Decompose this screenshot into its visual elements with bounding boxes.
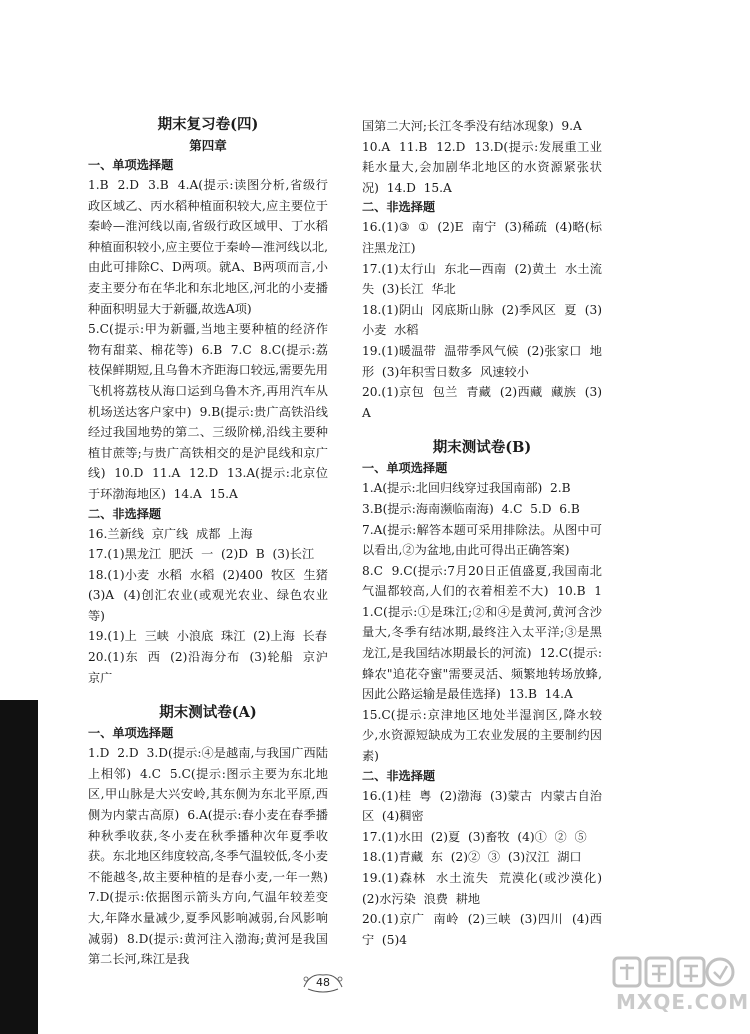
non-choice-answers: 16.兰新线 京广线 成都 上海 17.(1)黑龙江 肥沃 一 (2)D B (3)长江 18.(1)小麦 水稻 水稻 (2)400 牧区 生猪 (3)A (4)创汇农业(或观光农业、绿色农业等) 19.(1)上 三峡 小浪底 珠江 (2)上海 长春 20.(1)东 西 (2)沿海分布 (3)轮船 京沪 京广: [88, 526, 328, 685]
single-choice-heading: 一、单项选择题: [88, 158, 174, 172]
chapter-heading: 第四章: [189, 138, 227, 153]
test-b-non-choice-heading: 二、非选择题: [362, 768, 436, 783]
watermark: [598, 954, 750, 1024]
test-a-answers: 1.D 2.D 3.D(提示:④是越南,与我国广西陆上相邻) 4.C 5.C(提示:图示主要为东北地区,甲山脉是大兴安岭,其东侧为东北平原,西侧为内蒙古高原) 6.A(提示:春小麦在春季播种秋季收获,冬小麦在秋季播种次年夏季收获。东北地区纬度较高,冬季气温较低,冬小麦不能越冬,故主要种植的是春小麦,一年一熟) 7.D(提示:依据图示箭头方向,气温年较差变大,年降水量减少,夏季风影响减弱,台风影响减弱) 8.D(提示:黄河注入渤海;黄河是我国第二长河,珠江是我: [88, 746, 336, 967]
page-edge-shadow: [0, 700, 38, 1034]
watermark-text: MXQE.COM: [616, 990, 750, 1014]
watermark-logo-icon: [612, 954, 736, 990]
test-b-non-choice-answers: 16.(1)桂 粤 (2)渤海 (3)蒙古 内蒙古自治区 (4)稠密 17.(1)水田 (2)夏 (3)畜牧 (4)① ② ⑤ 18.(1)青藏 东 (2)② ③ (3)汉江 湖口 19.(1)森林 水土流失 荒漠化(或沙漠化) (2)水污染 浪费 耕地 20.(1)京广 南岭 (2)三峡 (3)四川 (4)西宁 (5)4: [362, 788, 602, 947]
test-b-title: 期末测试卷(B): [432, 439, 532, 457]
test-b-single-choice-heading: 一、单项选择题: [362, 461, 448, 476]
single-choice-answers: 1.B 2.D 3.B 4.A(提示:读图分析,省级行政区域乙、丙水稻种植面积较大,应主要位于秦岭—淮河线以南,省级行政区域甲、丁水稻种植面积较小,应主要位于秦岭—淮河线以北,由此可排除C、D两项。就A、B两项而言,小麦主要分布在华北和东北地区,河北的小麦播种面积明显大于新疆,故选A项) 5.C(提示:甲为新疆,当地主要种植的经济作物有甜菜、棉花等) 6.B 7.C 8.C(提示:荔枝保鲜期短,且乌鲁木齐距海口较远,需要先用飞机将荔枝从海口运到乌鲁木齐,再用汽车从机场送达客户家中) 9.B(提示:贵广高铁沿线经过我国地势的第二、三级阶梯,沿线主要种植甘蔗等;与贵广高铁相交的是沪昆线和京广线) 10.D 11.A 12.D 13.A(提示:北京位于环渤海地区) 14.A 15.A: [88, 178, 328, 501]
review-title: 期末复习卷(四): [157, 116, 259, 133]
test-a-non-choice-heading: 二、非选择题: [362, 200, 436, 215]
test-a-continuation: 国第二大河;长江冬季没有结冰现象) 9.A 10.A 11.B 12.D 13.D(提示:发展重工业耗水量大,会加剧华北地区的水资源紧张状况) 14.D 15.A: [362, 119, 602, 195]
test-a-non-choice-answers: 16.(1)③ ① (2)E 南宁 (3)稀疏 (4)略(标注黑龙江) 17.(1)太行山 东北—西南 (2)黄土 水土流失 (3)长江 华北 18.(1)阴山 冈底斯山脉 (2)季风区 夏 (3)小麦 水稻 19.(1)暖温带 温带季风气候 (2)张家口 地形 (3)年积雪日数多 风速较小 20.(1)京包 包兰 青藏 (2)西藏 藏族 (3)A: [362, 220, 602, 420]
test-a-title: 期末测试卷(A): [159, 704, 257, 722]
test-b-answers: 1.A(提示:北回归线穿过我国南部) 2.B 3.B(提示:海南濒临南海) 4.C 5.D 6.B 7.A(提示:解答本题可采用排除法。从图中可以看出,②为盆地,由此可得出正确答案) 8.C 9.C(提示:7月20日正值盛夏,我国南北气温都较高,人们的衣着相差不大) 10.B 11.C(提示:①是珠江;②和④是黄河,黄河含沙量大,冬季有结冰期,最终注入太平洋;③是黑龙江,是我国结冰期最长的河流) 12.C(提示:蜂农"追花夺蜜"需要灵活、频繁地转场放蜂,因此公路运输是最佳选择) 13.B 14.A 15.C(提示:京津地区地处半湿润区,降水较少,水资源短缺成为工农业发展的主要制约因素): [362, 481, 602, 764]
test-a-single-choice-heading: 一、单项选择题: [88, 726, 174, 741]
non-choice-heading: 二、非选择题: [88, 506, 162, 521]
right-column: [362, 116, 602, 950]
page-number: 48: [316, 976, 330, 989]
left-column: [88, 114, 336, 970]
